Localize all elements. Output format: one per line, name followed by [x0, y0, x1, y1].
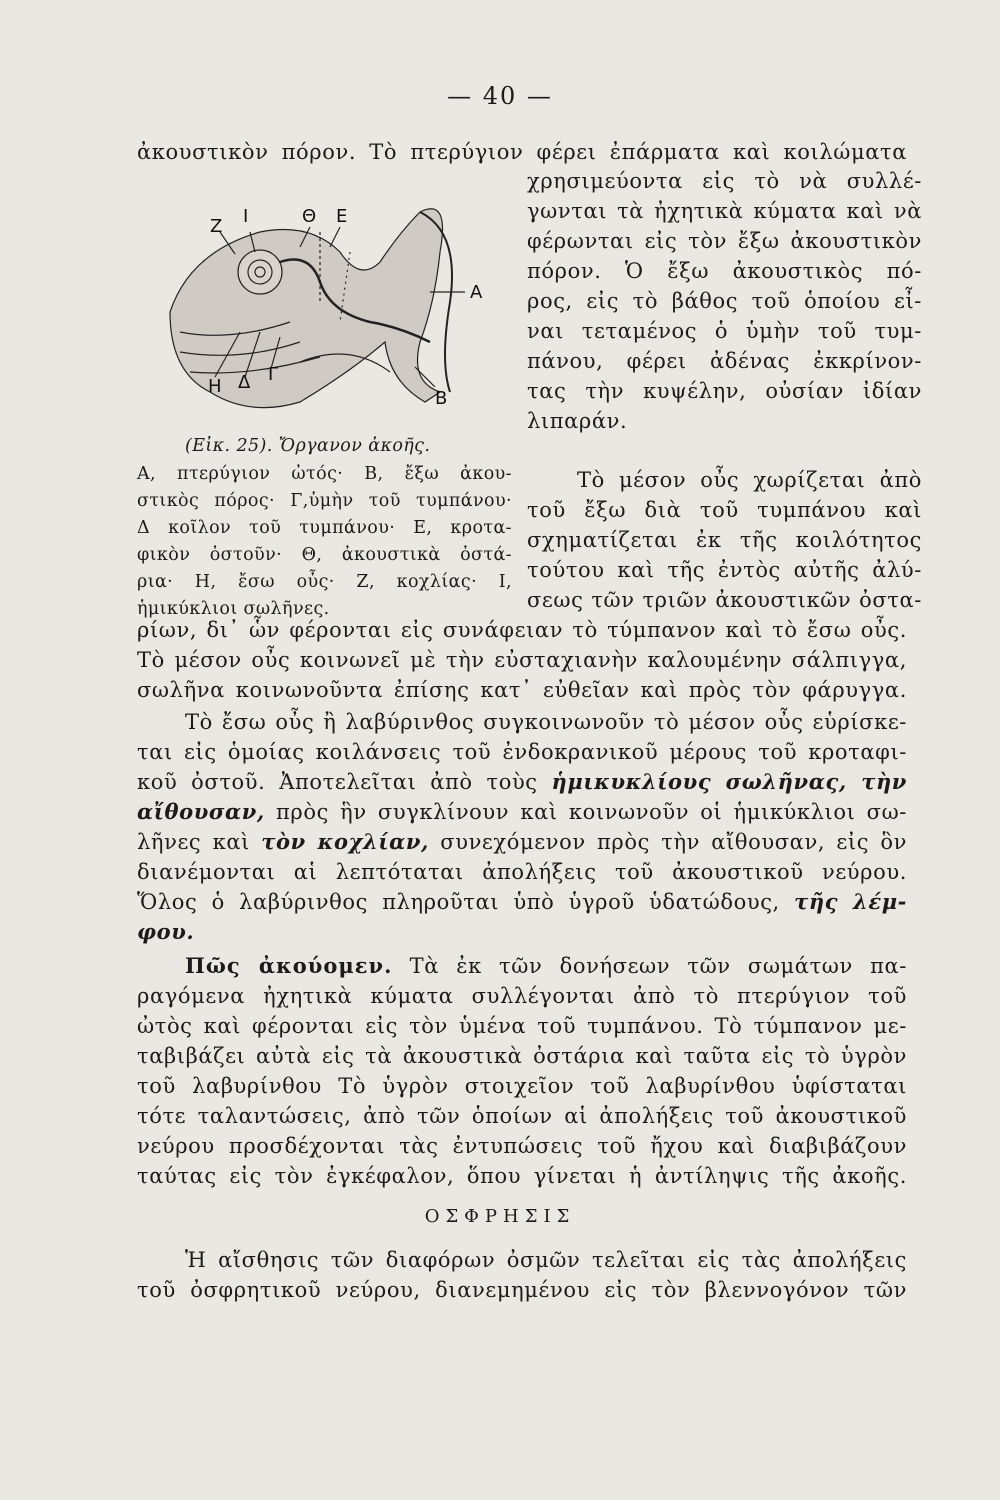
text-run: κοῦ ὀστοῦ. Ἀποτελεῖται ἀπὸ τοὺς — [137, 770, 552, 794]
text-line: Τὸ μέσον οὖς χωρίζεται ἀπὸ — [577, 468, 922, 492]
text-line: τότε ταλαντώσεις, ἀπὸ τῶν ὁποίων αἱ ἀπολήξεις τοῦ ἀκουστικοῦ — [137, 1104, 907, 1128]
caption-line: ἡμικύκλιοι σωλῆνες. — [137, 599, 330, 619]
text-run: Τὰ ἐκ τῶν δονήσεων τῶν σωμάτων πα- — [392, 954, 907, 978]
emphasis-term: τὸν κοχλίαν, — [261, 829, 429, 854]
figure-label-A: Α — [470, 282, 483, 303]
text-line: ἀκουστικὸν πόρον. Τὸ πτερύγιον φέρει ἐπάρματα καὶ κοιλώματα — [137, 140, 907, 164]
emphasis-term: αἴθουσαν, — [137, 799, 265, 824]
text-line: σχηματίζεται ἐκ τῆς κοιλότητος — [527, 528, 922, 552]
text-line: τοῦ ὀσφρητικοῦ νεύρου, διανεμημένου εἰς τὸν βλεννογόνον τῶν — [137, 1278, 907, 1302]
text-line: ταύτας εἰς τὸν ἐγκέφαλον, ὅπου γίνεται ἡ ἀντίληψις τῆς ἀκοῆς. — [137, 1164, 907, 1188]
text-line: σεως τῶν τριῶν ἀκουστικῶν ὀστα- — [527, 588, 922, 612]
caption-line: στικὸς πόρος· Γ,ὑμὴν τοῦ τυμπάνου· — [137, 491, 512, 511]
text-line: τούτου καὶ τῆς ἐντὸς αὐτῆς ἀλύ- — [527, 558, 922, 582]
text-line: χρησιμεύοντα εἰς τὸ νὰ συλλέ- — [527, 169, 922, 193]
figure-label-Theta: Θ — [302, 206, 317, 227]
text-line: Τὸ ἔσω οὖς ἢ λαβύρινθος συγκοινωνοῦν τὸ μέσον οὖς εὑρίσκε- — [185, 710, 907, 734]
text-line: τας τὴν κυψέλην, οὐσίαν ἰδίαν — [527, 379, 922, 403]
text-run: λῆνες καὶ — [137, 830, 262, 854]
text-run: Ὅλος ὁ λαβύρινθος πληροῦται ὑπὸ ὑγροῦ ὑδατώδους, — [137, 890, 795, 914]
caption-line: Δ κοῖλον τοῦ τυμπάνου· Ε, κροτα- — [137, 518, 512, 538]
text-line: γωνται τὰ ἠχητικὰ κύματα καὶ νὰ — [527, 199, 922, 223]
text-line — [137, 798, 907, 826]
text-line: ταβιβάζει αὐτὰ εἰς τὰ ἀκουστικὰ ὀστάρια καὶ ταῦτα εἰς τὸ ὑγρὸν — [137, 1044, 907, 1068]
figure-label-H: Η — [208, 376, 222, 397]
text-run: συνεχόμενον πρὸς τὴν αἴθουσαν, εἰς ὃν — [428, 830, 907, 854]
text-line: τοῦ λαβυρίνθου Τὸ ὑγρὸν στοιχεῖον τοῦ λαβυρίνθου ὑφίσταται — [137, 1074, 907, 1098]
figure-label-E: Ε — [336, 206, 348, 227]
text-line: πόρον. Ὁ ἔξω ἀκουστικὸς πό- — [527, 259, 922, 283]
figure-label-Gamma: Γ — [268, 364, 279, 385]
text-line: διανέμονται αἱ λεπτόταται ἀπολήξεις τοῦ ἀκουστικοῦ νεύρου. — [137, 860, 907, 884]
section-title: ΟΣΦΡΗΣΙΣ — [424, 1206, 576, 1227]
figure-label-Delta: Δ — [238, 372, 251, 393]
emphasis-term: φου. — [137, 919, 195, 944]
text-line: Ἡ αἴσθησις τῶν διαφόρων ὀσμῶν τελεῖται εἰς τὰς ἀπολήξεις — [185, 1248, 907, 1272]
run-in-heading: Πῶς ἀκούομεν. — [185, 953, 393, 978]
text-line: ρος, εἰς τὸ βάθος τοῦ ὁποίου εἶ- — [527, 289, 922, 313]
caption-line: φικὸν ὀστοῦν· Θ, ἀκουστικὰ ὀστά- — [137, 545, 512, 565]
text-line: νεύρου προσδέχονται τὰς ἐντυπώσεις τοῦ ἤχου καὶ διαβιβάζουν — [137, 1134, 907, 1158]
text-line: σωλῆνα κοινωνοῦντα ἐπίσης κατ᾿ εὐθεῖαν καὶ πρὸς τὸν φάρυγγα. — [137, 678, 907, 702]
text-line: ραγόμενα ἠχητικὰ κύματα συλλέγονται ἀπὸ τὸ πτερύγιον τοῦ — [137, 984, 907, 1008]
figure-label-I: Ι — [243, 206, 249, 227]
caption-line: Α, πτερύγιον ὠτός· Β, ἔξω ἀκου- — [137, 464, 512, 484]
text-line — [137, 768, 907, 796]
text-line: φέρωνται εἰς τὸν ἔξω ἀκουστικὸν — [527, 229, 922, 253]
figure-caption-title: (Εἰκ. 25). Ὄργανον ἀκοῆς. — [185, 436, 431, 456]
text-line: ναι τεταμένος ὁ ὑμὴν τοῦ τυμ- — [527, 319, 922, 343]
text-run: πρὸς ἣν συγκλίνουν καὶ κοινωνοῦν οἱ ἡμικύκλιοι σω- — [264, 800, 907, 824]
text-line: λιπαράν. — [527, 409, 628, 433]
page-number: — 40 — — [447, 82, 553, 110]
text-line: τοῦ ἔξω διὰ τοῦ τυμπάνου καὶ — [527, 498, 922, 522]
text-line — [185, 952, 907, 980]
text-line — [137, 888, 907, 916]
emphasis-term: τῆς λέμ- — [794, 889, 907, 914]
emphasis-term: ἡμικυκλίους σωλῆνας, τὴν — [551, 769, 907, 794]
text-line: ται εἰς ὁμοίας κοιλάνσεις τοῦ ἐνδοκρανικοῦ μέρους τοῦ κροταφι- — [137, 740, 907, 764]
figure-label-B: Β — [435, 388, 448, 409]
text-line: ὠτὸς καὶ φέρονται εἰς τὸν ὑμένα τοῦ τυμπάνου. Τὸ τύμπανον με- — [137, 1014, 907, 1038]
figure-label-Z: Ζ — [210, 216, 223, 237]
ear-anatomy-figure — [150, 192, 505, 422]
text-line — [137, 828, 907, 856]
text-line: πάνου, φέρει ἀδένας ἐκκρίνον- — [527, 349, 922, 373]
text-line: ρίων, δι᾿ ὧν φέρονται εἰς συνάφειαν τὸ τύμπανον καὶ τὸ ἔσω οὖς. — [137, 618, 907, 642]
text-line: Τὸ μέσον οὖς κοινωνεῖ μὲ τὴν εὐσταχιανὴν καλουμένην σάλπιγγα, — [137, 648, 907, 672]
caption-line: ρια· Η, ἔσω οὖς· Ζ, κοχλίας· Ι, — [137, 572, 512, 592]
